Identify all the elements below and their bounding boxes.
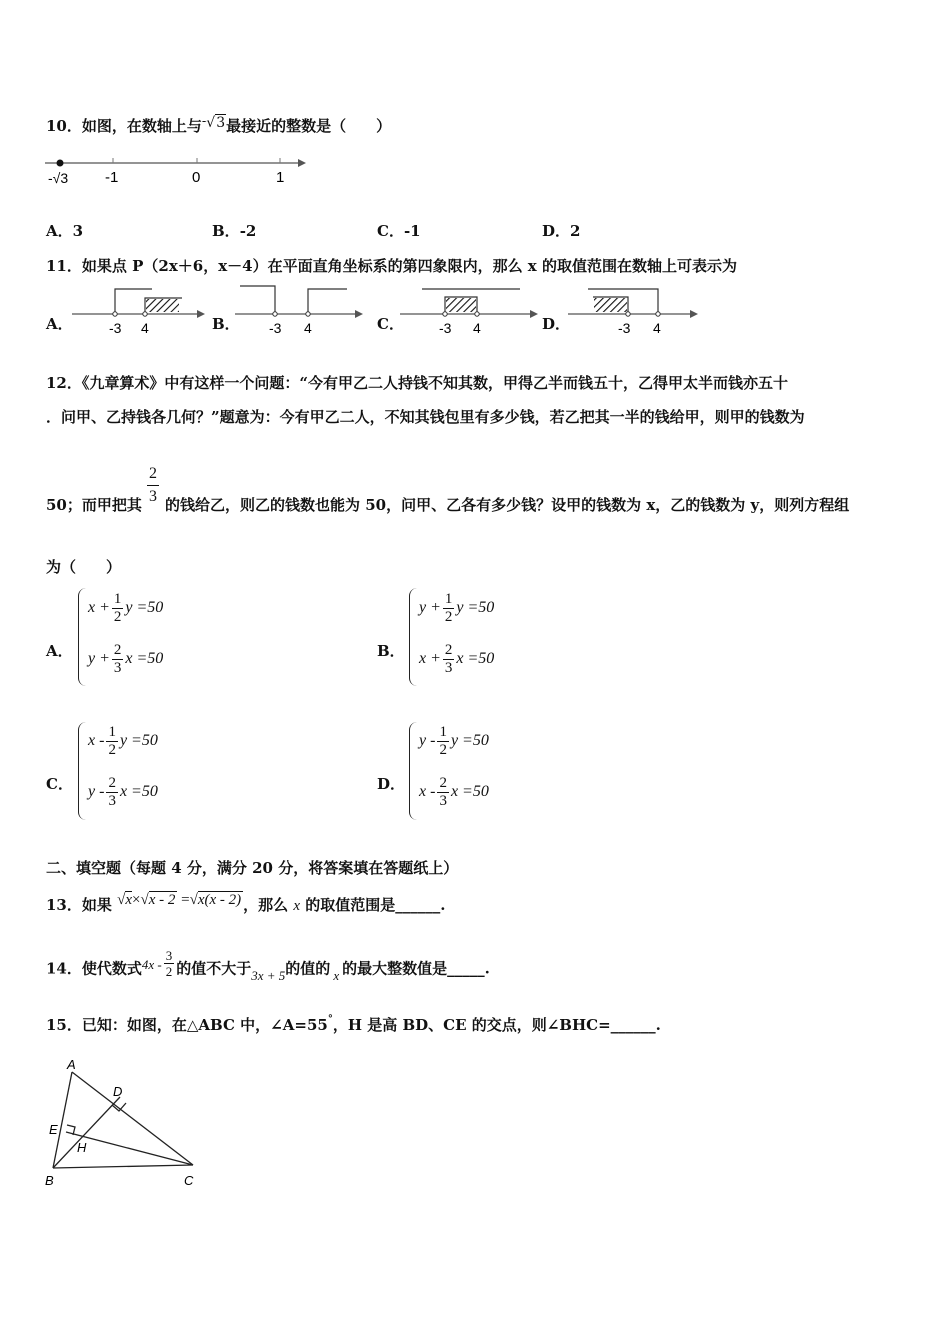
equals-sign: =	[181, 892, 190, 908]
times-sign: ×	[132, 892, 141, 908]
side-bc	[53, 1165, 193, 1168]
side-ab	[53, 1072, 72, 1168]
q15-text-1: 15．已知：如图，在△ABC 中，∠A=55	[46, 1016, 328, 1034]
tick-label-neg3: -3	[269, 320, 282, 336]
sqrt-arg: 3	[216, 115, 226, 131]
q12-c-eq1: x - $\frac{1}{2}$ y =50	[88, 724, 158, 758]
q14-variable: x	[333, 967, 340, 983]
point-label-d: D	[113, 1084, 123, 1099]
q11-option-d[interactable]: D．	[542, 315, 571, 333]
axis-label-0: 0	[192, 169, 201, 186]
option-letter: C．	[377, 222, 404, 240]
vertex-label-b: B	[45, 1173, 54, 1188]
fraction-numerator: 3	[165, 948, 173, 963]
fraction-denominator: 2	[165, 964, 173, 979]
q11-number-line-c	[400, 283, 550, 338]
option-letter: A．	[46, 222, 73, 240]
q15-text-2: ，H 是高 BD、CE 的交点，则∠BHC=______.	[332, 1016, 661, 1034]
question-10	[46, 114, 391, 136]
q12-c-eq2: y - $\frac{2}{3}$ x =50	[88, 775, 158, 809]
fraction-numerator: 2	[147, 466, 159, 486]
option-letter: D．	[542, 222, 571, 240]
q13-mid: ，那么	[243, 896, 289, 914]
radicand-c: x(x - 2)	[197, 892, 242, 908]
point-label-e: E	[49, 1122, 58, 1137]
q12-option-b[interactable]: B．	[377, 642, 405, 660]
axis-label-neg-sqrt3: -√3	[48, 170, 69, 186]
q14-mid1: 的值不大于	[176, 959, 252, 978]
question-11: 11．如果点 P（2x＋6，x－4）在平面直角坐标系的第四象限内，那么 x 的取值范围在数轴上可表示为	[46, 257, 737, 275]
q13-suffix: 的取值范围是______.	[305, 896, 446, 914]
q12-b-eq2: x + $\frac{2}{3}$ x =50	[419, 642, 495, 676]
question-12-line3-post: 的钱给乙，则乙的钱数也能为 50，问甲、乙各有多少钱？设甲的钱数为 x，乙的钱数为 y，则列方程组	[165, 496, 850, 514]
altitude-bd	[53, 1097, 120, 1168]
q14-prefix: 14．使代数式	[46, 959, 142, 978]
axis-label-1: 1	[276, 169, 285, 186]
point-neg-sqrt3	[57, 160, 64, 167]
line3-prefix: 50；而甲把其	[46, 496, 142, 514]
q12-d-eq1: y - $\frac{1}{2}$ y =50	[419, 724, 489, 758]
vertex-label-c: C	[184, 1173, 194, 1188]
system-brace	[409, 722, 418, 820]
q14-expr-b: 3x + 5	[251, 967, 286, 983]
q12-b-eq1: y + $\frac{1}{2}$ y =50	[419, 591, 495, 625]
q11-number-line-b	[235, 283, 375, 338]
option-text: 3	[72, 222, 84, 240]
q11-option-c[interactable]: C．	[377, 315, 404, 333]
section-2-title: 二、填空题（每题 4 分，满分 20 分，将答案填在答题纸上）	[46, 859, 459, 877]
q10-option-a[interactable]	[46, 220, 83, 241]
radicand-a: x	[125, 892, 133, 908]
question-14	[46, 948, 490, 984]
q13-variable: x	[293, 898, 301, 914]
q14-expr-a: 4x -	[141, 956, 162, 972]
option-text: -1	[403, 222, 421, 240]
tick-label-4: 4	[304, 320, 312, 336]
q13-expression: √x×√x - 2 =√x(x - 2)	[117, 892, 242, 908]
q11-option-b[interactable]: B．	[212, 315, 240, 333]
tick-label-4: 4	[473, 320, 481, 336]
q12-option-c[interactable]: C．	[46, 775, 73, 793]
question-10-prefix: 10．如图，在数轴上与	[46, 117, 202, 135]
fraction-denominator: 3	[149, 488, 157, 505]
q12-a-eq1: x + $\frac{1}{2}$ y =50	[88, 591, 164, 625]
tick-label-neg3: -3	[109, 320, 122, 336]
q13-prefix: 13．如果	[46, 896, 112, 914]
question-10-suffix: 最接近的整数是（ ）	[226, 117, 392, 135]
axis-label-neg1: -1	[105, 169, 119, 186]
tick-label-4: 4	[141, 320, 149, 336]
q12-option-a[interactable]: A．	[46, 642, 73, 660]
system-brace	[78, 588, 87, 686]
number-line-q10	[40, 150, 310, 195]
degree-sign: °	[327, 1014, 333, 1025]
q11-number-line-d	[568, 283, 708, 338]
q12-d-eq2: x - $\frac{2}{3}$ x =50	[419, 775, 489, 809]
question-10-neg-sign: -	[201, 114, 207, 129]
option-text: 2	[570, 222, 581, 240]
triangle-figure-q15	[40, 1052, 215, 1197]
q10-option-c[interactable]	[377, 220, 421, 241]
question-12-line1: 12．《九章算术》中有这样一个问题：“今有甲乙二人持钱不知其数，甲得乙半而钱五十，乙得甲太半而钱亦五十	[46, 374, 789, 392]
sqrt-symbol: √3	[206, 115, 226, 131]
question-12-line4: 为（ ）	[46, 558, 122, 576]
q14-fraction	[164, 949, 175, 978]
question-13	[46, 894, 446, 915]
system-brace	[78, 722, 87, 820]
q12-a-eq2: y + $\frac{2}{3}$ x =50	[88, 642, 164, 676]
tick-label-neg3: -3	[439, 320, 452, 336]
tick-label-4: 4	[653, 320, 661, 336]
system-brace	[409, 588, 418, 686]
q14-mid2: 的值的	[285, 959, 331, 978]
q12-option-d[interactable]: D．	[377, 775, 406, 793]
q10-option-d[interactable]	[542, 220, 580, 241]
tick-label-neg3: -3	[618, 320, 631, 336]
q10-option-b[interactable]	[212, 220, 256, 241]
q14-suffix: 的最大整数值是_____.	[342, 959, 490, 978]
vertex-label-a: A	[67, 1057, 76, 1072]
question-15	[46, 1014, 661, 1035]
question-12-line2: ．问甲、乙持钱各几何？”题意为：今有甲乙二人，不知其钱包里有多少钱，若乙把其一半的钱给甲，则甲的钱数为	[46, 408, 805, 426]
side-ac	[72, 1072, 193, 1165]
point-label-h: H	[77, 1140, 87, 1155]
q11-option-a[interactable]: A．	[46, 315, 73, 333]
fraction-two-thirds	[147, 466, 159, 505]
q11-number-line-a	[72, 283, 212, 338]
question-12-line3	[46, 494, 142, 515]
radicand-b: x - 2	[148, 892, 176, 908]
option-letter: B．	[212, 222, 240, 240]
option-text: -2	[239, 222, 257, 240]
